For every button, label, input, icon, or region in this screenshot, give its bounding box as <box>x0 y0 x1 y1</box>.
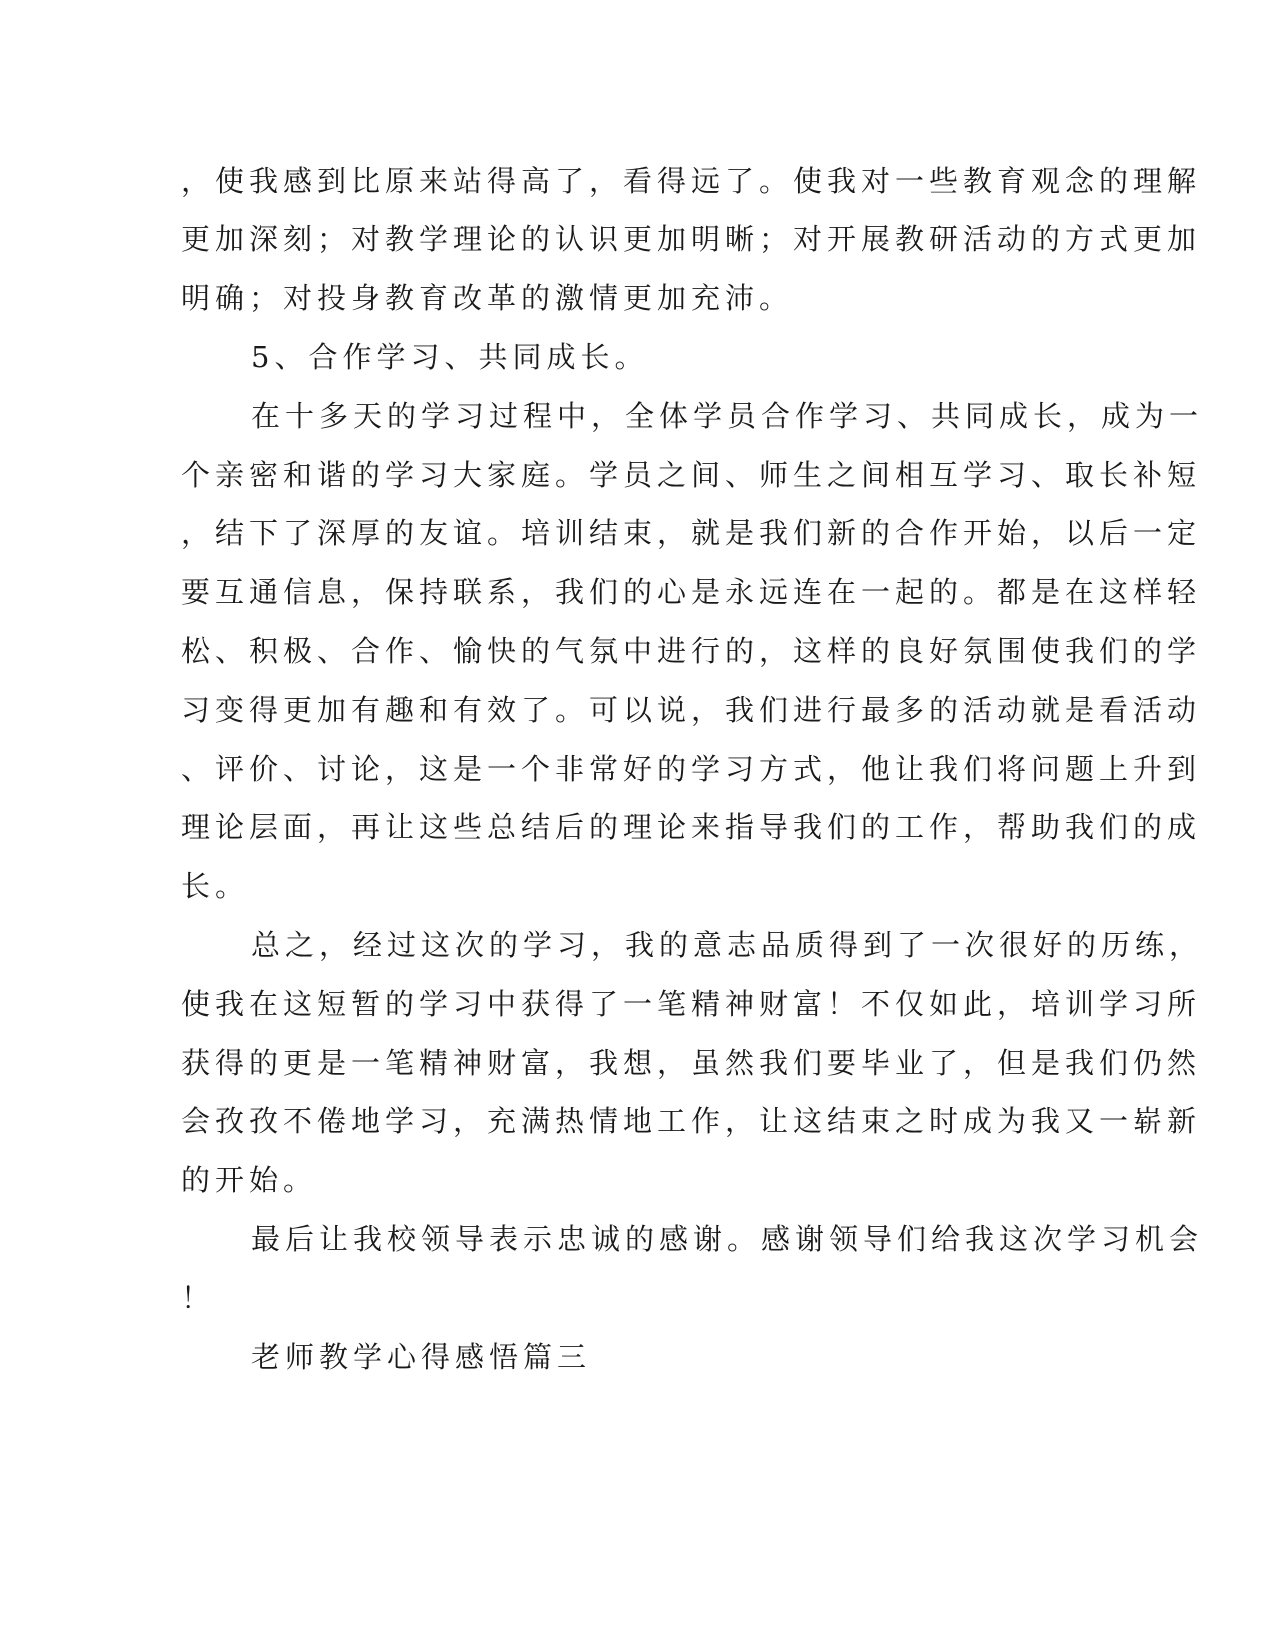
text-line: 使我在这短暂的学习中获得了一笔精神财富！不仅如此，培训学习所 <box>181 987 1202 1021</box>
text-line: 获得的更是一笔精神财富，我想，虽然我们要毕业了，但是我们仍然 <box>181 1046 1202 1080</box>
text-line: ，使我感到比原来站得高了，看得远了。使我对一些教育观念的理解 <box>181 164 1202 198</box>
text-line: 松、积极、合作、愉快的气氛中进行的，这样的良好氛围使我们的学 <box>181 634 1202 668</box>
text-line: 的开始。 <box>181 1163 318 1197</box>
text-line: 明确；对投身教育改革的激情更加充沛。 <box>181 281 794 315</box>
section-title: 老师教学心得感悟篇三 <box>251 1340 592 1374</box>
text-line: 会孜孜不倦地学习，充满热情地工作，让这结束之时成为我又一崭新 <box>181 1104 1202 1138</box>
text-line: 最后让我校领导表示忠诚的感谢。感谢领导们给我这次学习机会 <box>251 1222 1204 1256</box>
text-line: ！ <box>181 1281 216 1315</box>
section-heading: 5、合作学习、共同成长。 <box>251 340 649 374</box>
text-line: ，结下了深厚的友谊。培训结束，就是我们新的合作开始，以后一定 <box>181 516 1202 550</box>
text-line: 在十多天的学习过程中，全体学员合作学习、共同成长，成为一 <box>251 399 1204 433</box>
text-line: 更加深刻；对教学理论的认识更加明晰；对开展教研活动的方式更加 <box>181 222 1202 256</box>
text-line: 要互通信息，保持联系，我们的心是永远连在一起的。都是在这样轻 <box>181 575 1202 609</box>
text-line: 理论层面，再让这些总结后的理论来指导我们的工作，帮助我们的成 <box>181 810 1202 844</box>
text-line: 总之，经过这次的学习，我的意志品质得到了一次很好的历练， <box>251 928 1204 962</box>
text-line: 、评价、讨论，这是一个非常好的学习方式，他让我们将问题上升到 <box>181 752 1202 786</box>
text-line: 长。 <box>181 869 250 903</box>
text-line: 个亲密和谐的学习大家庭。学员之间、师生之间相互学习、取长补短 <box>181 458 1202 492</box>
text-line: 习变得更加有趣和有效了。可以说，我们进行最多的活动就是看活动 <box>181 693 1202 727</box>
